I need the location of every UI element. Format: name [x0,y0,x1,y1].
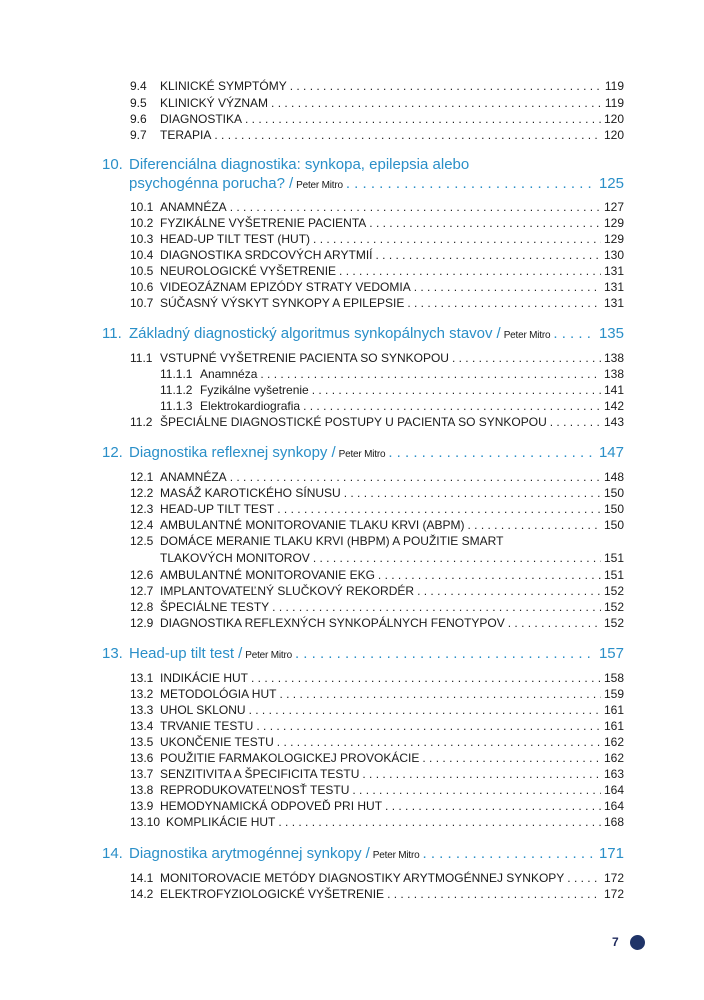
entry-number: 10.2 [130,216,154,230]
leader-dots [346,174,596,193]
entry-title: ŠPECIÁLNE DIAGNOSTICKÉ POSTUPY U PACIENTA SO SYNKOPOU [160,415,547,429]
chapter-page: 171 [598,845,624,862]
entry-page: 130 [603,248,624,262]
entry-number: 12.1 [130,470,154,484]
entry-title: HEAD-UP TILT TEST (HUT) [160,232,311,246]
entry-page: 172 [603,887,624,901]
entry-title: KOMPLIKÁCIE HUT [166,815,276,829]
entry-title: MONITOROVACIE METÓDY DIAGNOSTIKY ARYTMOGÉNNEJ SYNKOPY [160,871,565,885]
entry-title: FYZIKÁLNE VYŠETRENIE PACIENTA [160,216,367,230]
entry-number: 12.6 [130,568,154,582]
entry-page: 142 [603,399,624,413]
entry-title: TERAPIA [160,128,212,142]
toc-entry [130,750,624,766]
entry-number: 13.4 [130,719,154,733]
toc-entry [130,567,624,583]
entry-page: 138 [603,367,624,381]
chapter-page: 135 [598,325,624,342]
leader-dots [214,127,601,143]
chapter-title-line [102,324,624,345]
chapter-page: 157 [598,645,624,662]
entry-number: 12.9 [130,616,154,630]
entry-title: REPRODUKOVATEĽNOSŤ TESTU [160,783,350,797]
leader-dots [388,443,596,462]
entry-title: AMBULANTNÉ MONITOROVANIE TLAKU KRVI (ABPM) [160,518,465,532]
entry-title: DIAGNOSTIKA SRDCOVÝCH ARYTMIÍ [160,248,373,262]
entry-page: 131 [603,264,624,278]
leader-dots [230,469,601,485]
leader-dots [567,870,601,886]
entry-number: 11.2 [130,415,153,429]
entry-title: VSTUPNÉ VYŠETRENIE PACIENTA SO SYNKOPOU [160,351,449,365]
toc-entry [130,734,624,750]
entry-number: 13.2 [130,687,154,701]
chapter-author: Peter Mitro [245,650,292,661]
entry-title: AMBULANTNÉ MONITOROVANIE EKG [160,568,375,582]
chapter-author-separator: / [365,845,370,862]
entry-title: NEUROLOGICKÉ VYŠETRENIE [160,264,337,278]
toc-entry [130,670,624,686]
entry-title: KLINICKÝ VÝZNAM [160,96,269,110]
entry-page: 150 [603,502,624,516]
chapter-page: 147 [598,444,624,461]
leader-dots [452,350,601,366]
entry-title: IMPLANTOVATEĽNÝ SLUČKOVÝ REKORDÉR [160,584,415,598]
chapter-author: Peter Mitro [296,180,343,191]
entry-title: HEMODYNAMICKÁ ODPOVEĎ PRI HUT [160,799,383,813]
leader-dots [422,750,601,766]
toc-entry [130,501,624,517]
leader-dots [260,366,601,382]
entry-title: INDIKÁCIE HUT [160,671,249,685]
entry-page: 148 [603,470,624,484]
chapter-number: 13. [102,645,123,662]
chapter-title: Head-up tilt test [129,645,235,662]
chapter-heading [102,644,624,665]
entry-number: 11.1.1 [160,367,193,381]
toc-entry [130,111,624,127]
toc-subentry [160,366,624,382]
chapter-title: Diferenciálna diagnostika: synkopa, epilepsia alebo [129,156,470,173]
toc-entry [130,702,624,718]
entry-title: ANAMNÉZA [160,200,227,214]
entry-page: 120 [603,128,624,142]
entry-title: DIAGNOSTIKA [160,112,243,126]
entry-number: 12.4 [130,518,154,532]
chapter-page: 125 [598,175,624,192]
leader-dots [256,718,601,734]
chapter-author-separator: / [288,175,294,192]
entry-number: 14.1 [130,871,154,885]
toc-entry [130,295,624,311]
leader-dots [278,814,601,830]
entry-number: 9.4 [130,79,147,93]
toc-subentry [160,398,624,414]
entry-page: 150 [603,486,624,500]
chapter-author: Peter Mitro [338,449,386,460]
leader-dots [550,414,601,430]
toc-entry [130,231,624,247]
entry-title: Fyzikálne vyšetrenie [200,383,309,397]
chapter-author-separator: / [331,444,336,461]
entry-page: 152 [603,616,624,630]
entry-title: MASÁŽ KAROTICKÉHO SÍNUSU [160,486,341,500]
leader-dots [290,78,602,94]
toc-entry [130,247,624,263]
toc-entry [130,599,624,615]
entry-number: 11.1.3 [160,399,193,413]
leader-dots [378,567,601,583]
leader-dots [468,517,601,533]
entry-number: 13.10 [130,815,161,829]
entry-page: 127 [603,200,624,214]
entry-title: SÚČASNÝ VÝSKYT SYNKOPY A EPILEPSIE [160,296,405,310]
entry-number: 13.9 [130,799,154,813]
entry-title: ŠPECIÁLNE TESTY [160,600,270,614]
toc-entry [130,766,624,782]
entry-number: 12.8 [130,600,154,614]
entry-page: 119 [604,79,624,93]
chapter-number: 10. [102,156,123,173]
entry-page: 159 [603,687,624,701]
entry-page: 162 [603,735,624,749]
entry-number: 13.5 [130,735,154,749]
entry-title: POUŽITIE FARMAKOLOGICKEJ PROVOKÁCIE [160,751,420,765]
page-number: 7 [612,935,619,949]
entry-page: 163 [603,767,624,781]
entry-number: 12.5 [130,534,154,548]
entry-number: 11.1 [130,351,153,365]
toc-entry [130,798,624,814]
toc-entry [130,782,624,798]
entry-number: 10.7 [130,296,154,310]
page-number-dot-icon [630,935,645,950]
toc-entry [130,350,624,366]
chapter-heading [102,443,624,464]
entry-title: KLINICKÉ SYMPTÓMY [160,79,287,93]
leader-dots [272,599,601,615]
leader-dots [387,886,601,902]
entry-title: UHOL SKLONU [160,703,246,717]
entry-number: 10.5 [130,264,154,278]
entry-page: 131 [603,280,624,294]
chapter-author: Peter Mitro [372,850,420,861]
toc-entry [130,615,624,631]
entry-number: 13.8 [130,783,154,797]
leader-dots [375,247,600,263]
entry-page: 152 [603,584,624,598]
entry-title: ANAMNÉZA [160,470,227,484]
leader-dots [362,766,601,782]
chapter-title: Diagnostika arytmogénnej synkopy [129,845,362,862]
entry-page: 129 [603,232,624,246]
toc-entry [130,78,624,94]
leader-dots [352,782,601,798]
chapter-title: Základný diagnostický algoritmus synkopálnych stavov [129,325,493,342]
toc-entry [130,583,624,599]
leader-dots [407,295,601,311]
entry-page: 141 [603,383,624,397]
toc-entry [130,279,624,295]
entry-page: 161 [603,719,624,733]
chapter-author-separator: / [238,645,243,662]
chapter-heading [102,844,624,865]
entry-title: METODOLÓGIA HUT [160,687,277,701]
entry-number: 12.2 [130,486,154,500]
entry-page: 150 [603,518,624,532]
entry-page: 164 [603,799,624,813]
leader-dots [344,485,601,501]
toc-entry [130,718,624,734]
entry-page: 129 [603,216,624,230]
leader-dots [339,263,601,279]
entry-number: 12.3 [130,502,154,516]
chapter-title: Diagnostika reflexnej synkopy [129,444,328,461]
toc-entry [130,814,624,830]
entry-page: 119 [604,96,624,110]
chapter-title-line [102,844,624,865]
entry-number: 14.2 [130,887,154,901]
entry-number: 13.7 [130,767,154,781]
entry-number: 9.6 [130,112,147,126]
entry-page: 151 [603,568,624,582]
toc-entry [130,533,624,549]
toc-entry [130,127,624,143]
entry-page: 168 [603,815,624,829]
entry-title: HEAD-UP TILT TEST [160,502,275,516]
leader-dots [245,111,601,127]
toc-entry [130,870,624,886]
entry-page: 161 [603,703,624,717]
chapter-title-continued: psychogénna porucha? [129,175,285,192]
entry-number: 12.7 [130,584,154,598]
entry-page: 162 [603,751,624,765]
toc-subentry [160,382,624,398]
entry-title: Anamnéza [200,367,258,381]
entry-number: 13.3 [130,703,154,717]
entry-title: UKONČENIE TESTU [160,735,274,749]
entry-number: 13.1 [130,671,154,685]
leader-dots [279,686,601,702]
chapter-number: 12. [102,444,123,461]
entry-number: 9.7 [130,128,147,142]
leader-dots [313,550,601,566]
chapter-number: 11. [102,325,122,342]
chapter-title-line [102,443,624,464]
entry-number: 10.4 [130,248,154,262]
toc-entry [130,886,624,902]
entry-page: 164 [603,783,624,797]
entry-title: ELEKTROFYZIOLOGICKÉ VYŠETRENIE [160,887,385,901]
entry-page: 120 [603,112,624,126]
leader-dots [251,670,601,686]
entry-title: DIAGNOSTIKA REFLEXNÝCH SYNKOPÁLNYCH FENOTYPOV [160,616,505,630]
chapter-heading [102,324,624,345]
entry-title-continued: TLAKOVÝCH MONITOROV [160,551,310,565]
entry-number: 11.1.2 [160,383,193,397]
entry-title: SENZITIVITA A ŠPECIFICITA TESTU [160,767,360,781]
chapter-title-line [102,174,624,195]
leader-dots [414,279,601,295]
chapter-author: Peter Mitro [503,330,551,341]
entry-number: 10.3 [130,232,154,246]
toc-entry-continued [160,550,624,566]
leader-dots [277,501,601,517]
leader-dots [230,199,601,215]
entry-number: 10.6 [130,280,154,294]
leader-dots [313,231,601,247]
leader-dots [271,95,602,111]
entry-page: 158 [603,671,624,685]
entry-page: 138 [603,351,624,365]
leader-dots [303,398,601,414]
leader-dots [312,382,601,398]
toc-entry [130,199,624,215]
entry-page: 172 [603,871,624,885]
toc-entry [130,215,624,231]
leader-dots [553,324,596,343]
toc-entry [130,414,624,430]
leader-dots [385,798,601,814]
entry-title: Elektrokardiografia [200,399,301,413]
entry-title: DOMÁCE MERANIE TLAKU KRVI (HBPM) A POUŽITIE SMART [160,534,504,548]
chapter-number: 14. [102,845,123,862]
entry-page: 131 [603,296,624,310]
chapter-title-line [102,155,624,174]
toc-entry [130,469,624,485]
toc-entry [130,686,624,702]
entry-title: VIDEOZÁZNAM EPIZÓDY STRATY VEDOMIA [160,280,411,294]
entry-number: 9.5 [130,96,147,110]
entry-title: TRVANIE TESTU [160,719,254,733]
entry-page: 152 [603,600,624,614]
leader-dots [423,844,596,863]
chapter-author-separator: / [496,325,501,342]
toc-entry [130,485,624,501]
leader-dots [277,734,601,750]
entry-number: 10.1 [130,200,154,214]
entry-page: 143 [603,415,624,429]
entry-number: 13.6 [130,751,154,765]
leader-dots [249,702,601,718]
chapter-title-line [102,644,624,665]
chapter-heading [102,155,624,195]
leader-dots [295,644,596,663]
entry-page: 151 [603,551,624,565]
leader-dots [508,615,601,631]
toc-entry [130,517,624,533]
leader-dots [417,583,601,599]
toc-entry [130,263,624,279]
leader-dots [369,215,601,231]
toc-entry [130,95,624,111]
